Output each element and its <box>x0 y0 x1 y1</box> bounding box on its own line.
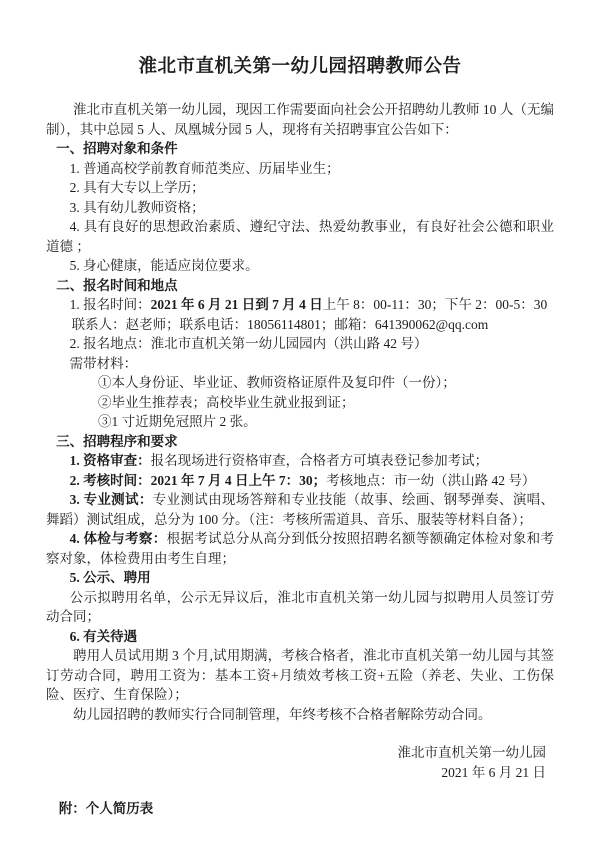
requirement-item-4: 4. 具有良好的思想政治素质、遵纪守法、热爱幼教事业，有良好社会公德和职业道德 ； <box>46 219 554 254</box>
requirement-item-1: 1. 普通高校学前教育师范类应、历届毕业生； <box>69 160 340 176</box>
procedure-item-physical-exam <box>46 529 554 568</box>
materials-label: 需带材料： <box>69 355 138 371</box>
signup-time-label: 1. 报名时间： <box>69 297 151 312</box>
section-3-heading: 三、招聘程序和要求 <box>56 433 178 449</box>
signature-block <box>46 743 554 782</box>
section-1-heading: 一、招聘对象和条件 <box>56 141 178 156</box>
requirement-item-2: 2. 具有大专以上学历； <box>69 180 205 195</box>
material-item-3: ③1 寸近期免冠照片 2 张。 <box>97 414 257 429</box>
signature-date: 2021 年 6 月 21 日 <box>441 764 546 780</box>
publicity-paragraph: 公示拟聘用名单，公示无异议后，淮北市直机关第一幼儿园与拟聘用人员签订劳动合同； <box>46 589 554 624</box>
procedure-item-qualification <box>46 451 554 471</box>
signup-location-line: 2. 报名地点：淮北市直机关第一幼儿园园内（洪山路 42 号） <box>69 336 428 351</box>
exam-time-label: 2. 考核时间：2021 年 7 月 4 日上午 7：30； <box>69 472 327 488</box>
physical-exam-text: 根据考试总分从高分到低分按照招聘名额等额确定体检对象和考察对象，体检费用由考生自理； <box>46 531 555 566</box>
material-item-1: ①本人身份证、毕业证、教师资格证原件及复印件（一份）； <box>97 375 456 390</box>
qualification-text: 报名现场进行资格审查，合格者方可填表登记参加考试； <box>150 453 489 468</box>
requirement-item-5: 5. 身心健康，能适应岗位要求。 <box>69 258 259 273</box>
signup-time-line <box>46 295 554 315</box>
requirement-item-3: 3. 具有幼儿教师资格； <box>69 199 205 215</box>
physical-exam-label: 4. 体检与考察： <box>69 531 167 546</box>
exam-location-text: 考核地点：市一幼（洪山路 42 号） <box>326 472 536 488</box>
benefits-paragraph-2: 幼儿园招聘的教师实行合同制管理，年终考核不合格者解除劳动合同。 <box>73 706 492 722</box>
intro-paragraph: 淮北市直机关第一幼儿园，现因工作需要面向社会公开招聘幼儿教师 10 人（无编制），其中总园 5 人、凤凰城分园 5 人，现将有关招聘事宜公告如下： <box>46 102 554 137</box>
material-item-2: ②毕业生推荐表；高校毕业生就业报到证； <box>97 394 355 410</box>
signup-hours: 上午 8：00-11：30；下午 2：00-5：30 <box>322 297 548 312</box>
procedure-item-benefits-heading: 6. 有关待遇 <box>69 628 138 644</box>
professional-test-label: 3. 专业测试： <box>69 492 153 507</box>
signature-org: 淮北市直机关第一幼儿园 <box>397 745 546 760</box>
page-title: 淮北市直机关第一幼儿园招聘教师公告 <box>138 57 462 77</box>
contact-line: 联系人：赵老师；联系电话：18056114801；邮箱：641390062@qq.com <box>71 316 489 332</box>
signup-date-range: 2021 年 6 月 21 日到 7 月 4 日 <box>150 297 323 312</box>
qualification-label: 1. 资格审查： <box>69 453 151 468</box>
procedure-item-publicity-heading: 5. 公示、聘用 <box>69 570 151 585</box>
benefits-paragraph-1: 聘用人员试用期 3 个月,试用期满，考核合格者，淮北市直机关第一幼儿园与其签订劳动合同，聘用工资为：基本工资+月绩效考核工资+五险（养老、失业、工伤保险、医疗、生育保险）； <box>46 648 554 702</box>
procedure-item-professional-test <box>46 490 554 529</box>
section-2-heading: 二、报名时间和地点 <box>56 277 178 293</box>
professional-test-text: 专业测试由现场答辩和专业技能（故事、绘画、钢琴弹奏、演唱、舞蹈）测试组成，总分为 100 分。（注：考核所需道具、音乐、服装等材料自备）； <box>46 492 555 527</box>
procedure-item-exam-time <box>46 471 554 491</box>
attachment-note: 附：个人简历表 <box>58 801 154 816</box>
